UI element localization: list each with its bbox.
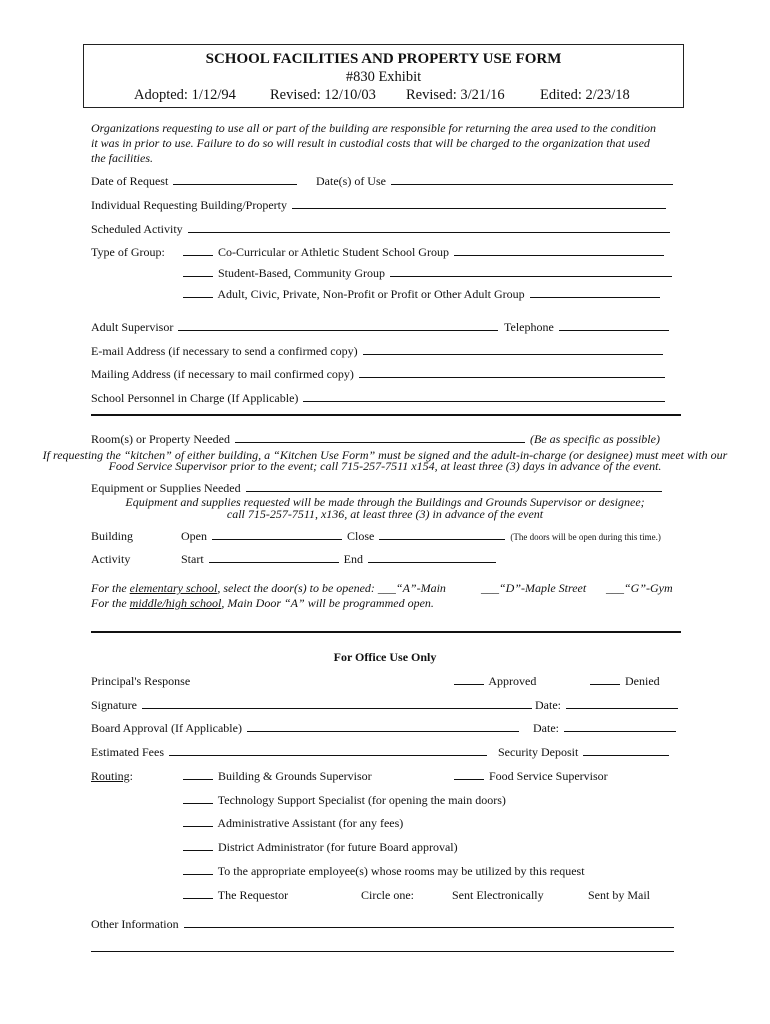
security-deposit-field[interactable] — [583, 754, 669, 756]
route-food-service — [452, 769, 608, 784]
route-building-grounds-label: Building & Grounds Supervisor — [218, 769, 372, 783]
form-title: SCHOOL FACILITIES AND PROPERTY USE FORM — [205, 51, 562, 67]
open-time-field[interactable] — [212, 538, 342, 540]
doors-note: (The doors will be open during this time.) — [510, 532, 661, 542]
group-co-curricular-check[interactable] — [183, 254, 213, 256]
email-row — [91, 344, 665, 359]
building-label: Building — [91, 529, 134, 543]
board-approval-label: Board Approval (If Applicable) — [91, 721, 242, 735]
estimated-fees-row — [91, 745, 489, 760]
group-option-co-curricular — [181, 245, 666, 260]
individual-requesting-row — [91, 198, 668, 213]
estimated-fees-label: Estimated Fees — [91, 745, 164, 759]
edited-date: Edited: 2/23/18 — [540, 87, 630, 103]
equipment-label: Equipment or Supplies Needed — [91, 481, 241, 495]
section-divider-2 — [91, 631, 681, 633]
route-technology-label: Technology Support Specialist (for opening the main doors) — [217, 793, 506, 807]
individual-requesting-field[interactable] — [292, 207, 666, 209]
route-technology-check[interactable] — [183, 802, 213, 804]
rooms-label: Room(s) or Property Needed — [91, 432, 230, 446]
scheduled-activity-field[interactable] — [188, 231, 670, 233]
route-district-admin — [181, 840, 458, 855]
activity-label: Activity — [91, 552, 131, 566]
route-admin-assistant — [181, 816, 403, 831]
dates-of-use-label: Date(s) of Use — [316, 174, 386, 188]
signature-field[interactable] — [142, 707, 532, 709]
denied-option — [588, 674, 660, 689]
adult-supervisor-row — [91, 320, 500, 335]
group-co-curricular-field[interactable] — [454, 254, 664, 256]
scheduled-activity-label: Scheduled Activity — [91, 222, 183, 236]
principal-response-label: Principal's Response — [91, 674, 191, 688]
group-student-based-field[interactable] — [390, 275, 672, 277]
equipment-row — [91, 481, 664, 496]
sent-by-mail-option[interactable]: Sent by Mail — [588, 888, 650, 902]
signature-date-row — [535, 698, 680, 713]
routing-label — [91, 769, 133, 784]
intro-line-1: Organizations requesting to use all or part of the building are responsible for returning the area used to the condition — [91, 121, 656, 135]
route-requestor — [181, 888, 288, 903]
rooms-note: (Be as specific as possible) — [529, 432, 660, 446]
signature-row — [91, 698, 534, 713]
route-requestor-check[interactable] — [183, 897, 213, 899]
open-label: Open — [181, 529, 207, 543]
rooms-row — [91, 432, 660, 447]
elem-prefix: For the — [91, 581, 130, 595]
middle-high-row — [91, 596, 434, 611]
office-use-heading: For Office Use Only — [333, 650, 437, 664]
board-approval-row — [91, 721, 521, 736]
route-building-grounds-check[interactable] — [183, 778, 213, 780]
route-district-admin-check[interactable] — [183, 849, 213, 851]
approved-option — [452, 674, 536, 689]
form-header — [83, 44, 684, 108]
school-personnel-field[interactable] — [303, 400, 665, 402]
board-approval-field[interactable] — [247, 730, 519, 732]
section-divider-1 — [91, 414, 681, 416]
group-student-based-check[interactable] — [183, 275, 213, 277]
elementary-doors-row — [91, 581, 446, 596]
route-district-admin-label: District Administrator (for future Board approval) — [218, 840, 458, 854]
route-admin-assistant-label: Administrative Assistant (for any fees) — [217, 816, 404, 830]
group-option-student-based — [181, 266, 674, 281]
type-of-group-label: Type of Group: — [91, 245, 165, 259]
group-adult-field[interactable] — [530, 296, 660, 298]
date-of-request-row — [91, 174, 299, 189]
date-of-request-field[interactable] — [173, 183, 297, 185]
signature-date-field[interactable] — [566, 707, 678, 709]
door-a-option[interactable]: , select the door(s) to be opened: ___“A”-Main — [217, 581, 446, 595]
security-deposit-row — [498, 745, 671, 760]
route-employee — [181, 864, 585, 879]
denied-label: Denied — [625, 674, 660, 688]
route-employee-check[interactable] — [183, 873, 213, 875]
end-time-field[interactable] — [368, 561, 496, 563]
adult-supervisor-field[interactable] — [178, 329, 498, 331]
route-building-grounds — [181, 769, 372, 784]
mailing-label: Mailing Address (if necessary to mail confirmed copy) — [91, 367, 354, 381]
estimated-fees-field[interactable] — [169, 754, 487, 756]
approved-check[interactable] — [454, 683, 484, 685]
signature-label: Signature — [91, 698, 137, 712]
mailing-row — [91, 367, 667, 382]
board-date-row — [533, 721, 678, 736]
group-student-based-label: Student-Based, Community Group — [218, 266, 385, 280]
school-personnel-label: School Personnel in Charge (If Applicable) — [91, 391, 299, 405]
other-information-field[interactable] — [184, 926, 674, 928]
equipment-note-1: Equipment and supplies requested will be made through the Buildings and Grounds Supervisor or designee; — [125, 495, 645, 509]
equipment-field[interactable] — [246, 490, 662, 492]
circle-one-label: Circle one: — [361, 888, 414, 902]
route-admin-assistant-check[interactable] — [183, 825, 213, 827]
individual-requesting-label: Individual Requesting Building/Property — [91, 198, 287, 212]
route-requestor-label: The Requestor — [217, 888, 289, 902]
door-d-option[interactable]: ___“D”-Maple Street — [481, 581, 587, 595]
route-food-service-check[interactable] — [454, 778, 484, 780]
form-exhibit: #830 Exhibit — [345, 69, 422, 85]
adult-supervisor-label: Adult Supervisor — [91, 320, 174, 334]
routing-text: Routing — [91, 769, 130, 783]
end-label: End — [343, 552, 364, 566]
dates-of-use-row — [316, 174, 675, 189]
signature-date-label: Date: — [535, 698, 561, 712]
security-deposit-label: Security Deposit — [498, 745, 579, 759]
revised-date-1: Revised: 12/10/03 — [270, 87, 376, 103]
kitchen-note-2: Food Service Supervisor prior to the event; call 715-257-7511 x154, at least three (3) days in advance of the event. — [108, 459, 662, 473]
group-adult-label: Adult, Civic, Private, Non-Profit or Profit or Other Adult Group — [217, 287, 525, 301]
intro-line-2: it was in prior to use. Failure to do so will result in custodial costs that will be charged to the organization that used — [91, 136, 650, 150]
start-label: Start — [181, 552, 204, 566]
email-field[interactable] — [363, 353, 663, 355]
start-time-field[interactable] — [209, 561, 339, 563]
building-open-row — [181, 529, 661, 544]
mid-suffix: , Main Door “A” will be programmed open. — [221, 596, 434, 610]
other-information-line-2 — [91, 941, 676, 956]
other-information-field-2[interactable] — [91, 950, 674, 952]
telephone-label: Telephone — [504, 320, 554, 334]
denied-check[interactable] — [590, 683, 620, 685]
intro-line-3: the facilities. — [91, 151, 153, 165]
activity-start-row — [181, 552, 498, 567]
scheduled-activity-row — [91, 222, 672, 237]
group-co-curricular-label: Co-Curricular or Athletic Student School Group — [218, 245, 449, 259]
routing-colon: : — [129, 769, 134, 783]
elementary-school-text: elementary school — [129, 581, 218, 595]
other-information-label: Other Information — [91, 917, 179, 931]
middle-high-school-text: middle/high school — [129, 596, 222, 610]
rooms-field[interactable] — [235, 441, 525, 443]
sent-electronically-option[interactable]: Sent Electronically — [452, 888, 544, 902]
door-g-option[interactable]: ___“G”-Gym — [606, 581, 673, 595]
approved-label: Approved — [488, 674, 537, 688]
route-food-service-label: Food Service Supervisor — [489, 769, 608, 783]
route-technology — [181, 793, 506, 808]
equipment-note-2: call 715-257-7511, x136, at least three (3) in advance of the event — [226, 507, 544, 521]
mailing-field[interactable] — [359, 376, 665, 378]
close-label: Close — [347, 529, 375, 543]
group-adult-check[interactable] — [183, 296, 213, 298]
telephone-field[interactable] — [559, 329, 669, 331]
telephone-row — [504, 320, 671, 335]
dates-of-use-field[interactable] — [391, 183, 673, 185]
adopted-date: Adopted: 1/12/94 — [134, 87, 236, 103]
close-time-field[interactable] — [379, 538, 505, 540]
revised-date-2: Revised: 3/21/16 — [406, 87, 505, 103]
kitchen-note-1: If requesting the “kitchen” of either building, a “Kitchen Use Form” must be signed and the adult-in-charge (or designee) must meet with our — [42, 448, 728, 462]
board-date-field[interactable] — [564, 730, 676, 732]
board-date-label: Date: — [533, 721, 559, 735]
school-personnel-row — [91, 391, 667, 406]
route-employee-label: To the appropriate employee(s) whose rooms may be utilized by this request — [217, 864, 585, 878]
date-of-request-label: Date of Request — [91, 174, 169, 188]
group-option-adult — [181, 287, 662, 302]
other-information-row — [91, 917, 676, 932]
mid-prefix: For the — [91, 596, 130, 610]
email-label: E-mail Address (if necessary to send a confirmed copy) — [91, 344, 358, 358]
